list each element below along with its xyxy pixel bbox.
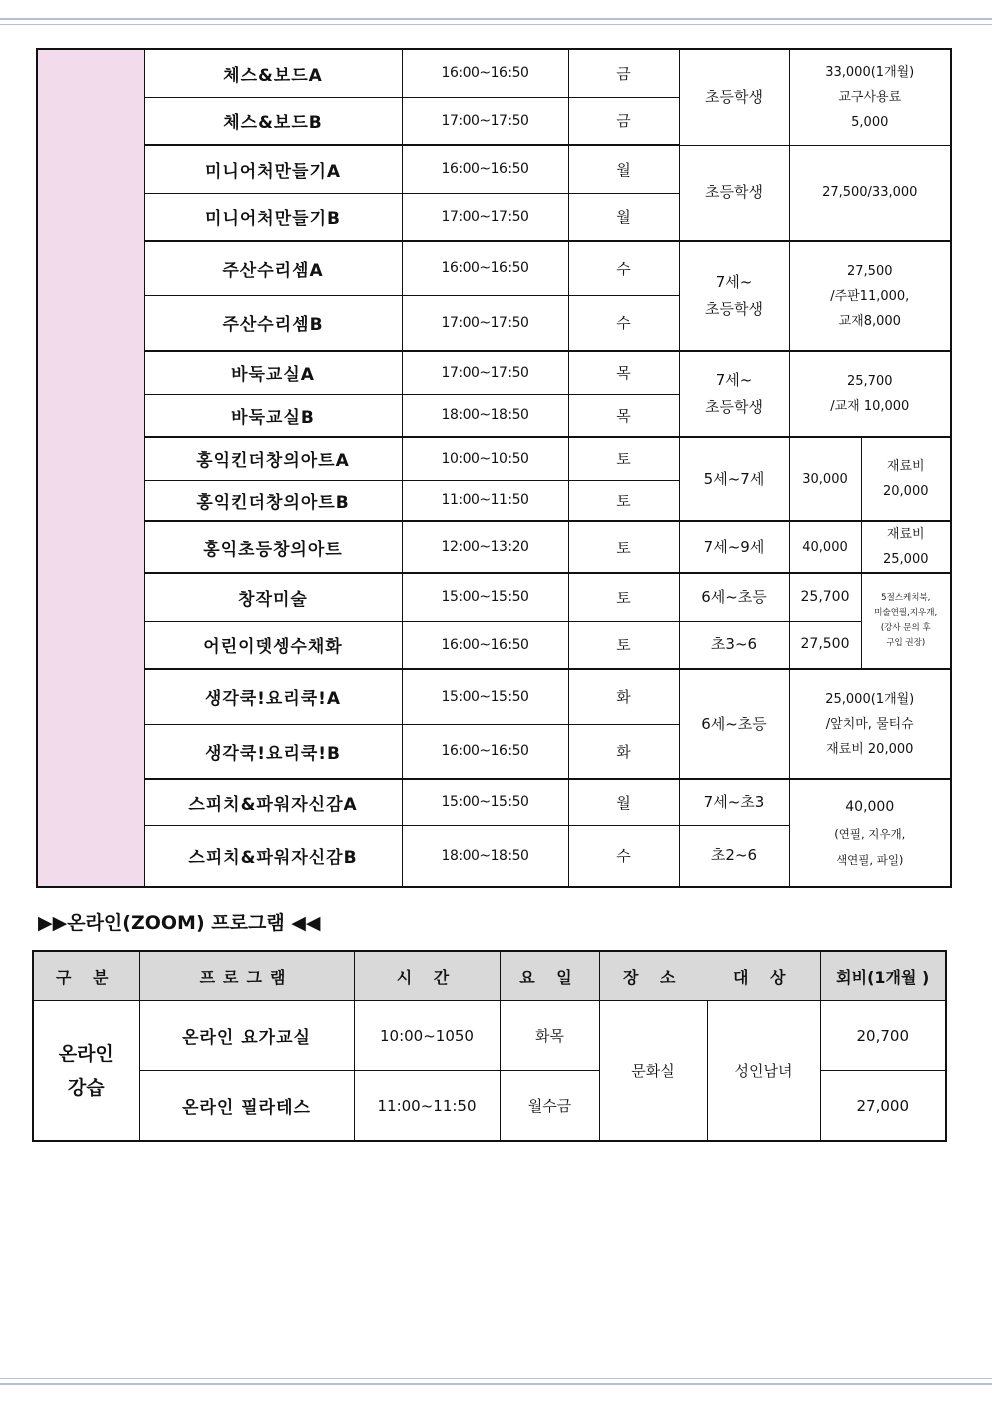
- class-time: 18:00~18:50: [402, 394, 568, 437]
- page-border-top: [0, 18, 992, 25]
- class-day: 월: [568, 193, 679, 241]
- header-place: 장 소: [599, 951, 707, 1001]
- class-time: 10:00~1050: [354, 1001, 500, 1071]
- fee-cell: [789, 241, 951, 351]
- fee-cell: [789, 779, 951, 887]
- fee-line: 25,700: [847, 374, 893, 389]
- class-time: 15:00~15:50: [402, 573, 568, 621]
- target-line: 7세~: [715, 273, 753, 291]
- fee-line: /앞치마, 물티슈: [825, 716, 914, 732]
- target-line: 초등학생: [705, 398, 763, 416]
- fee-cell: 27,500: [789, 621, 861, 669]
- class-time: 16:00~16:50: [402, 621, 568, 669]
- fee-line: /주판11,000,: [830, 288, 910, 304]
- class-time: 17:00~17:50: [402, 193, 568, 241]
- target-cell: 초등학생: [679, 49, 789, 145]
- class-time: 11:00~11:50: [402, 480, 568, 521]
- class-day: 월: [568, 779, 679, 825]
- program-name: 홍익킨더창의아트B: [144, 480, 402, 521]
- class-time: 15:00~15:50: [402, 669, 568, 724]
- fee-cell: [789, 49, 951, 145]
- header-day: 요 일: [500, 951, 599, 1001]
- program-name: 미니어처만들기A: [144, 145, 402, 193]
- fee-cell: 40,000: [789, 521, 861, 573]
- fee-cell: 30,000: [789, 437, 861, 521]
- class-time: 11:00~11:50: [354, 1071, 500, 1142]
- header-target: 대 상: [707, 951, 820, 1001]
- class-day: 월수금: [500, 1071, 599, 1142]
- class-time: 17:00~17:50: [402, 295, 568, 351]
- program-name: 홍익초등창의아트: [144, 521, 402, 573]
- category-cell: [33, 1001, 139, 1142]
- program-name: 바둑교실B: [144, 394, 402, 437]
- category-cell: [37, 49, 144, 887]
- header-time: 시 간: [354, 951, 500, 1001]
- class-day: 화: [568, 669, 679, 724]
- class-day: 토: [568, 437, 679, 480]
- target-cell: 7세~9세: [679, 521, 789, 573]
- table-row: [37, 241, 951, 295]
- class-day: 화: [568, 724, 679, 779]
- program-name: 스피치&파워자신감B: [144, 825, 402, 887]
- fee-line: 교재8,000: [838, 313, 901, 329]
- fee-cell: [789, 669, 951, 779]
- fee-line: 27,500: [847, 263, 893, 279]
- page-border-bottom: [0, 1378, 992, 1385]
- target-line: 7세~: [715, 371, 753, 389]
- material-fee-cell: [861, 521, 951, 573]
- header-program: 프로그램: [139, 951, 354, 1001]
- class-time: 16:00~16:50: [402, 241, 568, 295]
- table-row: [37, 779, 951, 825]
- program-name: 생각쿡!요리쿡!A: [144, 669, 402, 724]
- note-line: (강사 문의 후: [880, 623, 931, 633]
- target-cell: 6세~초등: [679, 573, 789, 621]
- program-name: 홍익킨더창의아트A: [144, 437, 402, 480]
- program-name: 스피치&파워자신감A: [144, 779, 402, 825]
- fee-line: 25,000(1개월): [825, 691, 915, 707]
- fee-line: 25,000: [883, 552, 929, 567]
- fee-line: 색연필, 파일): [836, 853, 904, 867]
- category-line: 강습: [67, 1076, 105, 1099]
- target-line: 초등학생: [705, 300, 763, 318]
- class-time: 16:00~16:50: [402, 49, 568, 97]
- fee-line: 재료비 20,000: [826, 741, 914, 757]
- class-time: 17:00~17:50: [402, 351, 568, 394]
- program-name: 생각쿡!요리쿡!B: [144, 724, 402, 779]
- target-cell: 초등학생: [679, 145, 789, 241]
- class-day: 토: [568, 521, 679, 573]
- fee-line: 5,000: [851, 114, 889, 130]
- target-cell: 6세~초등: [679, 669, 789, 779]
- target-cell: 5세~7세: [679, 437, 789, 521]
- fee-line: (연필, 지우개,: [834, 827, 906, 841]
- material-fee-cell: [861, 437, 951, 521]
- class-time: 17:00~17:50: [402, 97, 568, 145]
- class-time: 16:00~16:50: [402, 145, 568, 193]
- target-cell: 7세~초3: [679, 779, 789, 825]
- class-time: 18:00~18:50: [402, 825, 568, 887]
- class-day: 목: [568, 394, 679, 437]
- program-name: 온라인 필라테스: [139, 1071, 354, 1142]
- fee-line: 교구사용료: [838, 89, 902, 105]
- table-row: [37, 351, 951, 394]
- table-header-row: [33, 951, 946, 1001]
- class-day: 화목: [500, 1001, 599, 1071]
- class-day: 토: [568, 573, 679, 621]
- program-name: 주산수리셈A: [144, 241, 402, 295]
- table-row: [33, 1001, 946, 1071]
- class-day: 금: [568, 49, 679, 97]
- class-time: 12:00~13:20: [402, 521, 568, 573]
- fee-line: 재료비: [886, 459, 925, 474]
- fee-line: 40,000: [845, 799, 895, 815]
- fee-cell: 25,700: [789, 573, 861, 621]
- fee-line: 20,000: [883, 484, 929, 499]
- class-time: 16:00~16:50: [402, 724, 568, 779]
- class-day: 토: [568, 480, 679, 521]
- program-name: 체스&보드B: [144, 97, 402, 145]
- program-name: 바둑교실A: [144, 351, 402, 394]
- table-row: [37, 437, 951, 480]
- fee-line: 재료비: [886, 527, 925, 542]
- program-name: 체스&보드A: [144, 49, 402, 97]
- target-cell: [679, 351, 789, 437]
- target-cell: [679, 241, 789, 351]
- class-time: 10:00~10:50: [402, 437, 568, 480]
- note-line: 미술연필,지우개,: [874, 608, 938, 618]
- fee-line: /교재 10,000: [830, 399, 910, 414]
- table-row: [37, 621, 951, 669]
- class-day: 수: [568, 825, 679, 887]
- program-schedule-table: [36, 48, 952, 888]
- target-cell: 초3~6: [679, 621, 789, 669]
- class-day: 수: [568, 241, 679, 295]
- online-program-table: [32, 950, 947, 1142]
- note-line: 구입 권장): [886, 638, 926, 648]
- category-line: 온라인: [58, 1042, 114, 1065]
- table-row: [37, 573, 951, 621]
- table-row: [37, 49, 951, 97]
- class-day: 월: [568, 145, 679, 193]
- class-day: 금: [568, 97, 679, 145]
- target-cell: 초2~6: [679, 825, 789, 887]
- online-section-title: ▶▶온라인(ZOOM) 프로그램 ◀◀: [38, 912, 321, 934]
- table-row: [37, 521, 951, 573]
- program-name: 창작미술: [144, 573, 402, 621]
- class-day: 목: [568, 351, 679, 394]
- header-fee: 회비(1개월 ): [820, 951, 946, 1001]
- program-name: 주산수리셈B: [144, 295, 402, 351]
- place-cell: 문화실: [599, 1001, 707, 1142]
- fee-cell: 27,500/33,000: [789, 145, 951, 241]
- fee-line: 33,000(1개월): [825, 64, 915, 80]
- class-day: 토: [568, 621, 679, 669]
- fee-cell: [789, 351, 951, 437]
- program-name: 어린이뎃셍수채화: [144, 621, 402, 669]
- class-time: 15:00~15:50: [402, 779, 568, 825]
- note-line: 5절스케치북,: [881, 593, 931, 603]
- class-day: 수: [568, 295, 679, 351]
- program-name: 온라인 요가교실: [139, 1001, 354, 1071]
- table-row: [37, 145, 951, 193]
- fee-cell: 27,000: [820, 1071, 946, 1142]
- material-note-cell: [861, 573, 951, 669]
- header-category: 구 분: [33, 951, 139, 1001]
- program-name: 미니어처만들기B: [144, 193, 402, 241]
- target-cell: 성인남녀: [707, 1001, 820, 1142]
- fee-cell: 20,700: [820, 1001, 946, 1071]
- table-row: [37, 669, 951, 724]
